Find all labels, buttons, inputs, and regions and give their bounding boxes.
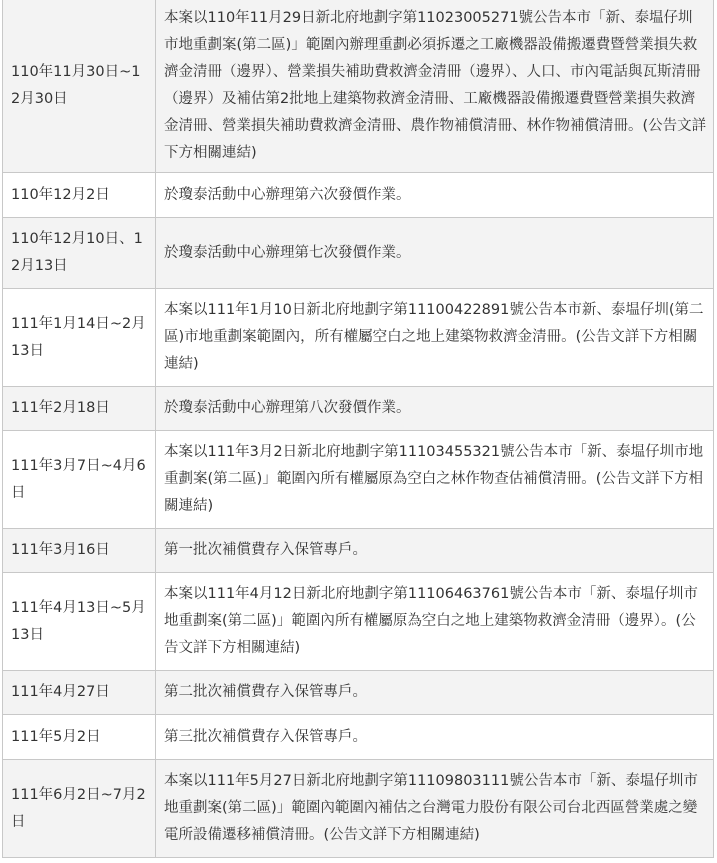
table-row [3,715,714,760]
date-cell: 111年2月18日 [3,387,156,431]
date-cell: 111年4月13日~5月13日 [3,573,156,671]
date-cell: 111年3月7日~4月6日 [3,431,156,529]
description-cell: 本案以111年4月12日新北府地劃字第11106463761號公告本市「新、泰塭仔圳市地重劃案(第二區)」範圍內所有權屬原為空白之地上建築物救濟金清冊（邊界）。(公告文詳下方相關連結) [156,573,714,671]
description-cell: 於瓊泰活動中心辦理第七次發價作業。 [156,218,714,289]
date-cell: 111年3月16日 [3,529,156,573]
date-cell: 110年11月30日~12月30日 [3,0,156,173]
description-cell: 第一批次補償費存入保管專戶。 [156,529,714,573]
description-cell: 本案以111年3月2日新北府地劃字第11103455321號公告本市「新、泰塭仔圳市地重劃案(第二區)」範圍內所有權屬原為空白之林作物查估補償清冊。(公告文詳下方相關連結) [156,431,714,529]
timeline-table [2,0,714,858]
date-cell: 111年1月14日~2月13日 [3,289,156,387]
description-cell: 本案以111年1月10日新北府地劃字第11100422891號公告本市新、泰塭仔圳(第二區)市地重劃案範圍內，所有權屬空白之地上建築物救濟金清冊。(公告文詳下方相關連結) [156,289,714,387]
date-cell: 110年12月2日 [3,173,156,218]
description-cell: 第三批次補償費存入保管專戶。 [156,715,714,760]
description-cell: 於瓊泰活動中心辦理第八次發價作業。 [156,387,714,431]
table-row [3,387,714,431]
table-row [3,289,714,387]
table-row [3,173,714,218]
table-row [3,760,714,858]
description-cell: 本案以111年5月27日新北府地劃字第11109803111號公告本市「新、泰塭仔圳市地重劃案(第二區)」範圍內範圍內補估之台灣電力股份有限公司台北西區營業處之變電所設備遷移補償清冊。(公告文詳下方相關連結) [156,760,714,858]
date-cell: 111年5月2日 [3,715,156,760]
description-cell: 第二批次補償費存入保管專戶。 [156,671,714,715]
table-row [3,0,714,173]
description-cell: 本案以110年11月29日新北府地劃字第11023005271號公告本市「新、泰塭仔圳市地重劃案(第二區)」範圍內辦理重劃必須拆遷之工廠機器設備搬遷費暨營業損失救濟金清冊（邊界）、營業損失補助費救濟金清冊（邊界）、人口、市內電話與瓦斯清冊（邊界）及補估第2批地上建築物救濟金清冊、工廠機器設備搬遷費暨營業損失救濟金清冊、營業損失補助費救濟金清冊、農作物補償清冊、林作物補償清冊。(公告文詳下方相關連結) [156,0,714,173]
table-row [3,671,714,715]
date-cell: 110年12月10日、12月13日 [3,218,156,289]
description-cell: 於瓊泰活動中心辦理第六次發價作業。 [156,173,714,218]
table-row [3,529,714,573]
date-cell: 111年6月2日~7月2日 [3,760,156,858]
table-row [3,431,714,529]
table-row [3,218,714,289]
table-row [3,573,714,671]
date-cell: 111年4月27日 [3,671,156,715]
